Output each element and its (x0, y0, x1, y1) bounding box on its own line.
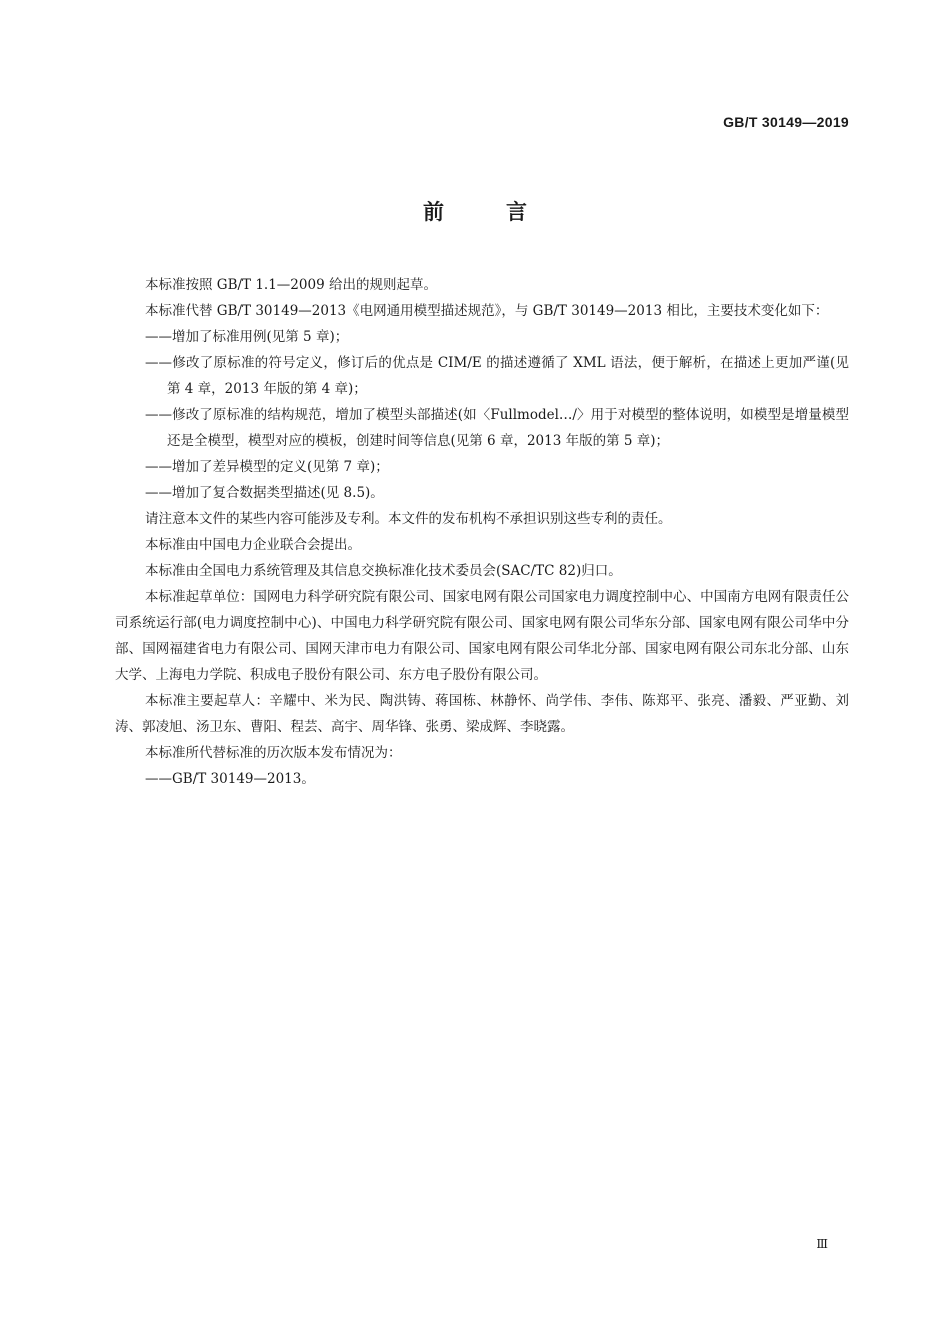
history-item: ——GB/T 30149—2013。 (145, 771, 315, 787)
page-title (0, 196, 950, 226)
paragraph-replacement: 本标准代替 GB/T 30149—2013《电网通用模型描述规范》，与 GB/T 30149—2013 相比，主要技术变化如下： (145, 303, 829, 319)
paragraph-drafters: 本标准主要起草人：辛耀中、米为民、陶洪铸、蒋国栋、林静怀、尚学伟、李伟、陈郑平、张亮、潘毅、严亚勤、刘涛、郭凌旭、汤卫东、曹阳、程芸、高宇、周华锋、张勇、梁成辉、李晓露。 (115, 693, 849, 735)
paragraph-committee: 本标准由全国电力系统管理及其信息交换标准化技术委员会(SAC/TC 82)归口。 (145, 563, 622, 579)
paragraph-patent-notice: 请注意本文件的某些内容可能涉及专利。本文件的发布机构不承担识别这些专利的责任。 (145, 511, 672, 527)
title-char-1: 前 (423, 200, 444, 224)
title-char-2: 言 (506, 200, 527, 224)
change-item: ——增加了标准用例(见第 5 章)； (145, 329, 349, 345)
paragraph-drafting-rule: 本标准按照 GB/T 1.1—2009 给出的规则起草。 (145, 277, 437, 293)
foreword-body (115, 272, 849, 792)
paragraph-history-intro: 本标准所代替标准的历次版本发布情况为： (145, 745, 402, 761)
change-item: ——增加了复合数据类型描述(见 8.5)。 (145, 485, 384, 501)
change-item: ——增加了差异模型的定义(见第 7 章)； (145, 459, 389, 475)
standard-code: GB/T 30149—2019 (723, 114, 849, 130)
change-item: ——修改了原标准的结构规范，增加了模型头部描述(如〈Fullmodel…/〉用于对模型的整体说明，如模型是增量模型还是全模型，模型对应的模板，创建时间等信息(见第 6 章，2013 年版的第 5 章)； (145, 407, 849, 449)
page-number: Ⅲ (816, 1237, 828, 1251)
change-item: ——修改了原标准的符号定义，修订后的优点是 CIM/E 的描述遵循了 XML 语法，便于解析，在描述上更加严谨(见第 4 章，2013 年版的第 4 章)； (145, 355, 849, 397)
paragraph-proposer: 本标准由中国电力企业联合会提出。 (145, 537, 361, 553)
paragraph-drafting-units: 本标准起草单位：国网电力科学研究院有限公司、国家电网有限公司国家电力调度控制中心、中国南方电网有限责任公司系统运行部(电力调度控制中心)、中国电力科学研究院有限公司、国家电网有限公司华东分部、国家电网有限公司华中分部、国网福建省电力有限公司、国网天津市电力有限公司、国家电网有限公司华北分部、国家电网有限公司东北分部、山东大学、上海电力学院、积成电子股份有限公司、东方电子股份有限公司。 (115, 589, 849, 683)
